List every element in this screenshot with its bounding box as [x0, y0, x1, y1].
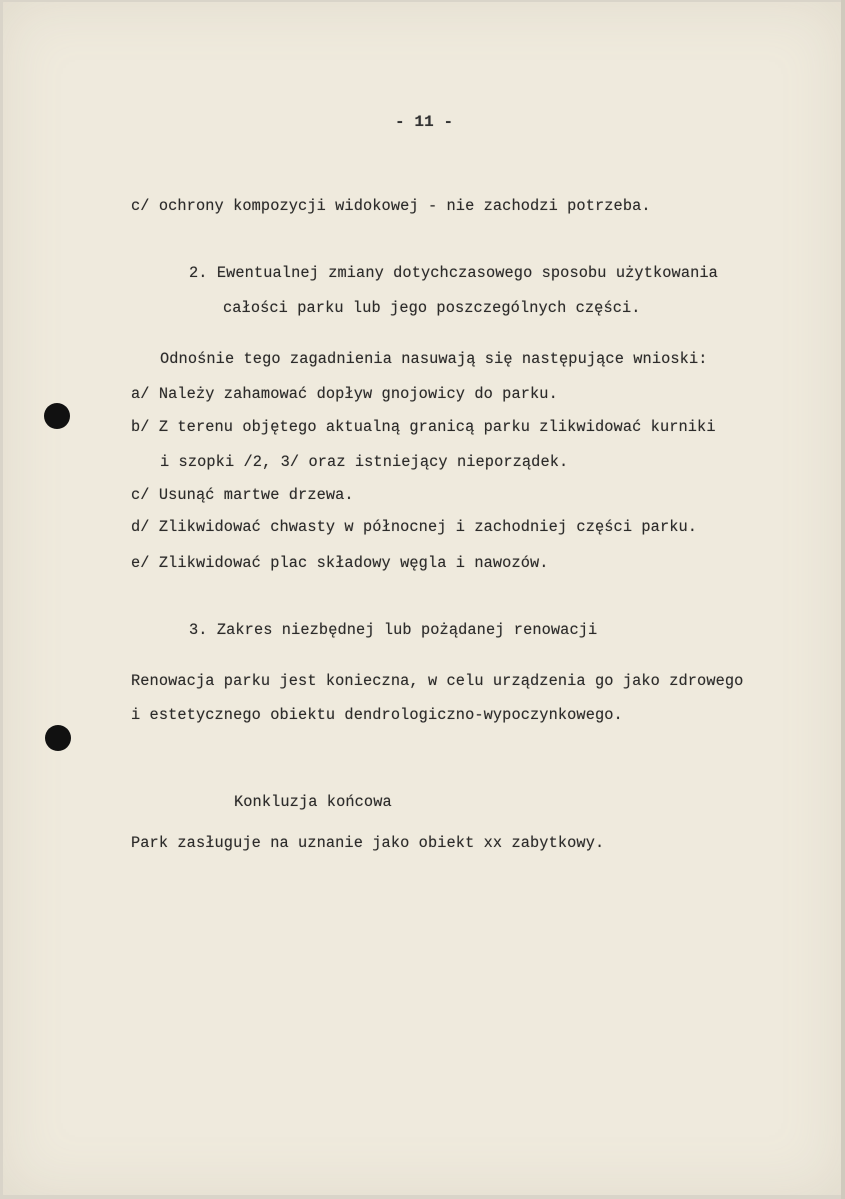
proposals-intro: Odnośnie tego zagadnienia nasuwają się następujące wnioski: [160, 350, 708, 368]
proposal-item-e: e/ Zlikwidować plac składowy węgla i nawozów. [131, 554, 549, 572]
conclusion-heading: Konkluzja końcowa [234, 793, 392, 811]
proposal-item-a: a/ Należy zahamować dopływ gnojowicy do parku. [131, 385, 558, 403]
conclusion-text: Park zasługuje na uznanie jako obiekt xx zabytkowy. [131, 834, 605, 852]
punch-hole-bottom [45, 725, 71, 751]
renovation-text-line-1: Renowacja parku jest konieczna, w celu urządzenia go jako zdrowego [131, 672, 744, 690]
proposal-item-b-line-2: i szopki /2, 3/ oraz istniejący nieporządek. [160, 453, 569, 471]
renovation-text-line-2: i estetycznego obiektu dendrologiczno-wypoczynkowego. [131, 706, 623, 724]
section-2-heading-line-2: całości parku lub jego poszczególnych części. [223, 299, 641, 317]
proposal-item-b-line-1: b/ Z terenu objętego aktualną granicą parku zlikwidować kurniki [131, 418, 716, 436]
proposal-item-c: c/ Usunąć martwe drzewa. [131, 486, 354, 504]
page-edge [841, 0, 845, 1199]
punch-hole-top [44, 403, 70, 429]
section-2-heading-line-1: 2. Ewentualnej zmiany dotychczasowego sposobu użytkowania [189, 264, 718, 282]
page-number: - 11 - [395, 113, 454, 131]
proposal-item-d: d/ Zlikwidować chwasty w północnej i zachodniej części parku. [131, 518, 698, 536]
document-page [3, 2, 841, 1195]
text-line-c-composition: c/ ochrony kompozycji widokowej - nie zachodzi potrzeba. [131, 197, 651, 215]
section-3-heading: 3. Zakres niezbędnej lub pożądanej renowacji [189, 621, 598, 639]
